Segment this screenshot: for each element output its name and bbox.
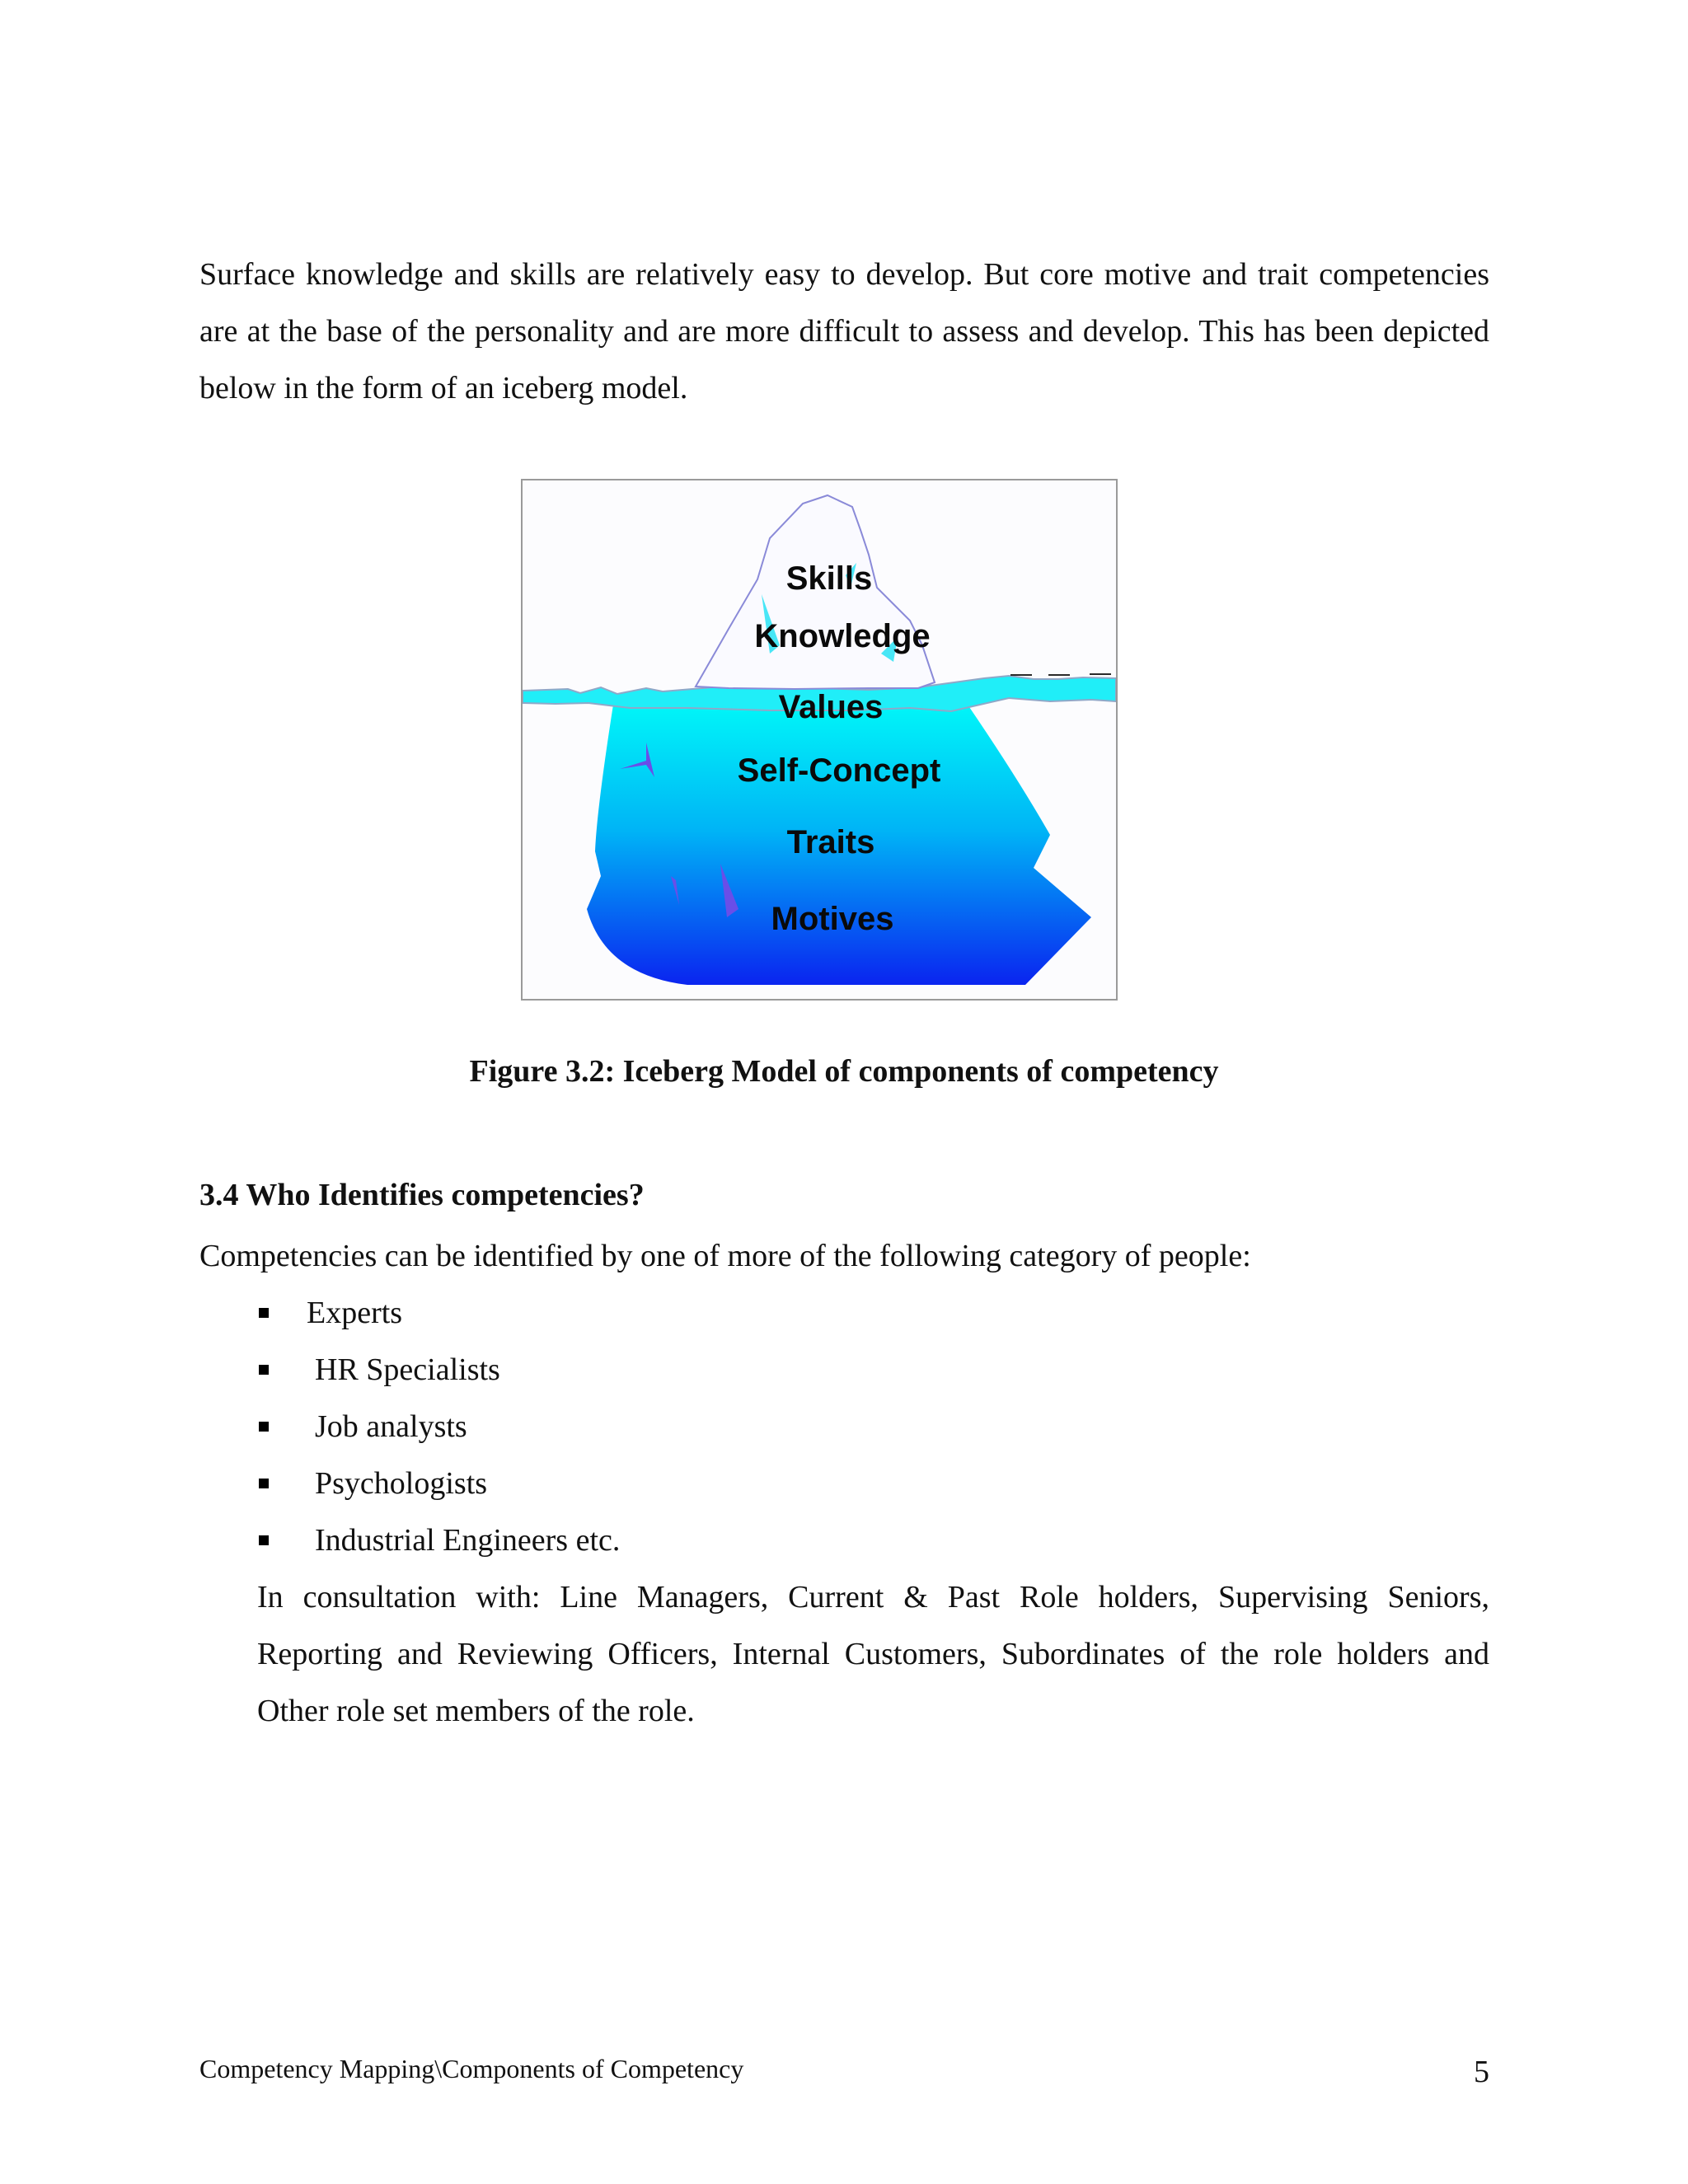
bullet-square-icon: [259, 1535, 269, 1545]
label-values: Values: [778, 689, 884, 725]
water-dashes: [1010, 674, 1111, 675]
list-item-label: HR Specialists: [315, 1352, 500, 1387]
bullet-square-icon: [259, 1308, 269, 1318]
label-skills: Skills: [785, 560, 873, 597]
label-knowledge: Knowledge: [754, 618, 931, 654]
label-traits: Traits: [786, 824, 875, 860]
list-item: [257, 1399, 620, 1455]
figure-caption: Figure 3.2: Iceberg Model of components of competency: [469, 1054, 1219, 1089]
iceberg-figure: [521, 479, 1118, 1001]
list-item-label: Industrial Engineers etc.: [315, 1523, 621, 1558]
label-motives: Motives: [771, 901, 894, 937]
footer-breadcrumb: Competency Mapping\Components of Competency: [199, 2054, 744, 2083]
bullet-square-icon: [259, 1365, 269, 1375]
bullet-square-icon: [259, 1422, 269, 1432]
list-item: [257, 1512, 620, 1569]
identifier-list: [257, 1285, 620, 1569]
label-self-concept: Self-Concept: [737, 752, 941, 789]
intro-paragraph: Surface knowledge and skills are relatively easy to develop. But core motive and trait competencies are at the base of the personality and are more difficult to assess and develop. This has been depicted below in the form of an iceberg model.: [199, 257, 1489, 405]
list-item: [257, 1455, 620, 1512]
list-item-label: Psychologists: [315, 1466, 488, 1501]
page-number: 5: [1474, 2055, 1489, 2089]
iceberg-diagram: [523, 480, 1116, 999]
bullet-square-icon: [259, 1479, 269, 1488]
list-item: [257, 1342, 620, 1399]
section-intro: Competencies can be identified by one of more of the following category of people:: [199, 1239, 1251, 1273]
consultation-paragraph: In consultation with: Line Managers, Current & Past Role holders, Supervising Seniors, Reporting and Reviewing Officers, Internal Customers, Subordinates of the role holders and Other role set members of the role.: [257, 1580, 1489, 1728]
list-item-label: Experts: [307, 1296, 403, 1330]
list-item: [257, 1285, 620, 1342]
section-heading: 3.4 Who Identifies competencies?: [199, 1178, 645, 1212]
list-item-label: Job analysts: [315, 1409, 467, 1444]
